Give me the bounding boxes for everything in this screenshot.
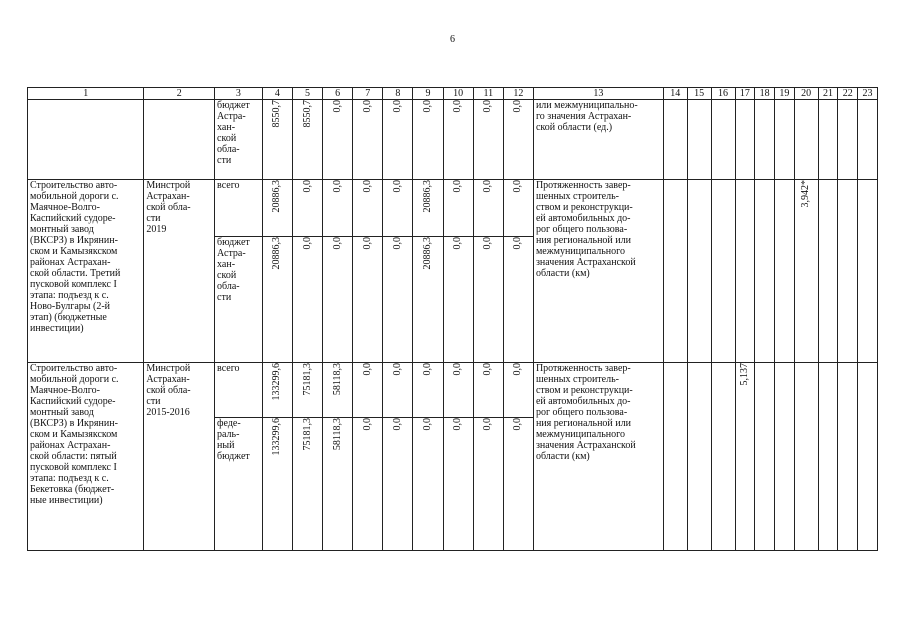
cell: [774, 180, 794, 363]
column-header: 8: [383, 88, 413, 100]
cell: [262, 180, 292, 237]
column-header: 14: [663, 88, 687, 100]
column-header: 15: [687, 88, 711, 100]
value: 0,0: [391, 100, 403, 113]
column-header: 5: [292, 88, 322, 100]
value: 58118,3: [331, 418, 343, 451]
cell: [473, 237, 503, 363]
cell: [413, 363, 443, 418]
value: 0,0: [512, 100, 524, 113]
column-header: 4: [262, 88, 292, 100]
column-header: 6: [323, 88, 353, 100]
cell: [794, 363, 818, 551]
program-table: [27, 87, 878, 551]
cell: [735, 363, 755, 551]
cell: [858, 180, 878, 363]
value: 0,0: [391, 418, 403, 431]
cell: [383, 100, 413, 180]
cell: [473, 180, 503, 237]
value: 3,942*: [800, 180, 812, 208]
column-header: 18: [755, 88, 775, 100]
cell: [413, 418, 443, 551]
value: 0,0: [482, 418, 494, 431]
value: 0,0: [391, 237, 403, 250]
cell: [774, 100, 794, 180]
value: 5,137: [738, 363, 750, 386]
cell: [735, 180, 755, 363]
cell: [735, 100, 755, 180]
cell: [663, 363, 687, 551]
table-row: [28, 180, 878, 237]
cell: [353, 237, 383, 363]
table-row: [28, 363, 878, 418]
column-header: 1: [28, 88, 144, 100]
value: 0,0: [422, 363, 434, 376]
value: 0,0: [422, 100, 434, 113]
cell: [503, 418, 533, 551]
cell: [503, 363, 533, 418]
project-description: Строительство авто- мобильной дороги с. Маячное-Волго- Каспийский судоре- монтный завод (ВКСРЗ) в Икрянин- ском и Камызякском районах Астрахан- ской области: пятый пусковой комплекс I этапа: подъезд к с. Бекетовка (бюджет- ные инвестиции): [28, 363, 144, 551]
value: 0,0: [482, 100, 494, 113]
cell: [711, 363, 735, 551]
cell: [413, 237, 443, 363]
cell: [383, 418, 413, 551]
value: 0,0: [512, 418, 524, 431]
project-description: Строительство авто- мобильной дороги с. Маячное-Волго- Каспийский судоре- монтный завод (ВКСРЗ) в Икрянин- ском и Камызякском районах Астрахан- ской области. Третий пусковой комплекс I этапа: подъезд к с. Ново-Булгары (2-й этап) (бюджетные инвестиции): [28, 180, 144, 363]
cell: [292, 100, 322, 180]
cell: [413, 180, 443, 237]
value: 0,0: [331, 180, 343, 193]
cell: [663, 100, 687, 180]
cell: [292, 237, 322, 363]
value: 8550,7: [271, 100, 283, 128]
value: 133299,6: [271, 363, 283, 401]
value: 0,0: [331, 100, 343, 113]
cell: [443, 363, 473, 418]
value: 0,0: [512, 180, 524, 193]
cell: [794, 100, 818, 180]
value: 133299,6: [271, 418, 283, 456]
column-header: 7: [353, 88, 383, 100]
cell: [687, 180, 711, 363]
funding-source: всего: [215, 363, 263, 418]
cell: [262, 237, 292, 363]
value: 0,0: [391, 180, 403, 193]
funding-source: бюджет Астра- хан- ской обла- сти: [215, 237, 263, 363]
cell: [262, 418, 292, 551]
value: 0,0: [452, 363, 464, 376]
cell: [687, 100, 711, 180]
cell: [755, 100, 775, 180]
indicator-text: или межмуниципально- го значения Астрахан- ской области (ед.): [533, 100, 663, 180]
cell: [503, 180, 533, 237]
funding-source: всего: [215, 180, 263, 237]
cell: [353, 418, 383, 551]
cell: [353, 100, 383, 180]
value: 0,0: [512, 237, 524, 250]
header-row: [28, 88, 878, 100]
value: 8550,7: [301, 100, 313, 128]
cell: [838, 100, 858, 180]
column-header: 23: [858, 88, 878, 100]
cell: [818, 363, 838, 551]
column-header: 17: [735, 88, 755, 100]
funding-source: феде- раль- ный бюджет: [215, 418, 263, 551]
cell: [383, 363, 413, 418]
column-header: 11: [473, 88, 503, 100]
value: 0,0: [361, 418, 373, 431]
cell: [663, 180, 687, 363]
cell: [711, 180, 735, 363]
column-header: 20: [794, 88, 818, 100]
cell: [323, 180, 353, 237]
cell: [292, 180, 322, 237]
value: 0,0: [361, 363, 373, 376]
value: 0,0: [482, 180, 494, 193]
cell: [28, 100, 144, 180]
cell: [383, 180, 413, 237]
value: 20886,3: [271, 180, 283, 213]
responsible-executor: Минстрой Астрахан- ской обла- сти 2015-2016: [144, 363, 215, 551]
value: 58118,3: [331, 363, 343, 396]
cell: [503, 100, 533, 180]
cell: [383, 237, 413, 363]
cell: [818, 180, 838, 363]
cell: [413, 100, 443, 180]
value: 0,0: [452, 418, 464, 431]
page-number: 6: [450, 34, 455, 45]
column-header: 9: [413, 88, 443, 100]
cell: [443, 418, 473, 551]
cell: [443, 237, 473, 363]
value: 0,0: [361, 180, 373, 193]
cell: [323, 418, 353, 551]
cell: [443, 100, 473, 180]
value: 0,0: [452, 237, 464, 250]
cell: [858, 363, 878, 551]
value: 0,0: [331, 237, 343, 250]
value: 0,0: [512, 363, 524, 376]
cell: [323, 363, 353, 418]
column-header: 10: [443, 88, 473, 100]
cell: [292, 363, 322, 418]
column-header: 22: [838, 88, 858, 100]
value: 0,0: [301, 180, 313, 193]
cell: [323, 237, 353, 363]
value: 0,0: [422, 418, 434, 431]
column-header: 16: [711, 88, 735, 100]
cell: [443, 180, 473, 237]
cell: [473, 418, 503, 551]
cell: [292, 418, 322, 551]
cell: [503, 237, 533, 363]
cell: [687, 363, 711, 551]
funding-source: бюджет Астра- хан- ской обла- сти: [215, 100, 263, 180]
cell: [262, 100, 292, 180]
value: 75181,3: [301, 418, 313, 451]
cell: [818, 100, 838, 180]
indicator-text: Протяженность завер- шенных строитель- ством и реконструкци- ей автомобильных до- рог общего пользова- ния региональной или межмуниципального значения Астраханской области (км): [533, 363, 663, 551]
value: 0,0: [482, 237, 494, 250]
cell: [473, 100, 503, 180]
cell: [838, 180, 858, 363]
column-header: 3: [215, 88, 263, 100]
cell: [353, 180, 383, 237]
cell: [473, 363, 503, 418]
value: 75181,3: [301, 363, 313, 396]
cell: [711, 100, 735, 180]
column-header: 2: [144, 88, 215, 100]
value: 0,0: [361, 100, 373, 113]
cell: [794, 180, 818, 363]
table-row: [28, 100, 878, 180]
value: 20886,3: [271, 237, 283, 270]
value: 0,0: [452, 100, 464, 113]
cell: [755, 180, 775, 363]
column-header: 19: [774, 88, 794, 100]
column-header: 13: [533, 88, 663, 100]
cell: [755, 363, 775, 551]
cell: [323, 100, 353, 180]
value: 0,0: [391, 363, 403, 376]
value: 20886,3: [422, 180, 434, 213]
column-header: 21: [818, 88, 838, 100]
responsible-executor: Минстрой Астрахан- ской обла- сти 2019: [144, 180, 215, 363]
cell: [144, 100, 215, 180]
cell: [774, 363, 794, 551]
cell: [838, 363, 858, 551]
value: 0,0: [301, 237, 313, 250]
cell: [262, 363, 292, 418]
column-header: 12: [503, 88, 533, 100]
cell: [353, 363, 383, 418]
cell: [858, 100, 878, 180]
value: 0,0: [361, 237, 373, 250]
value: 20886,3: [422, 237, 434, 270]
value: 0,0: [452, 180, 464, 193]
value: 0,0: [482, 363, 494, 376]
indicator-text: Протяженность завер- шенных строитель- ством и реконструкци- ей автомобильных до- рог общего пользова- ния региональной или межмуниципального значения Астраханской области (км): [533, 180, 663, 363]
